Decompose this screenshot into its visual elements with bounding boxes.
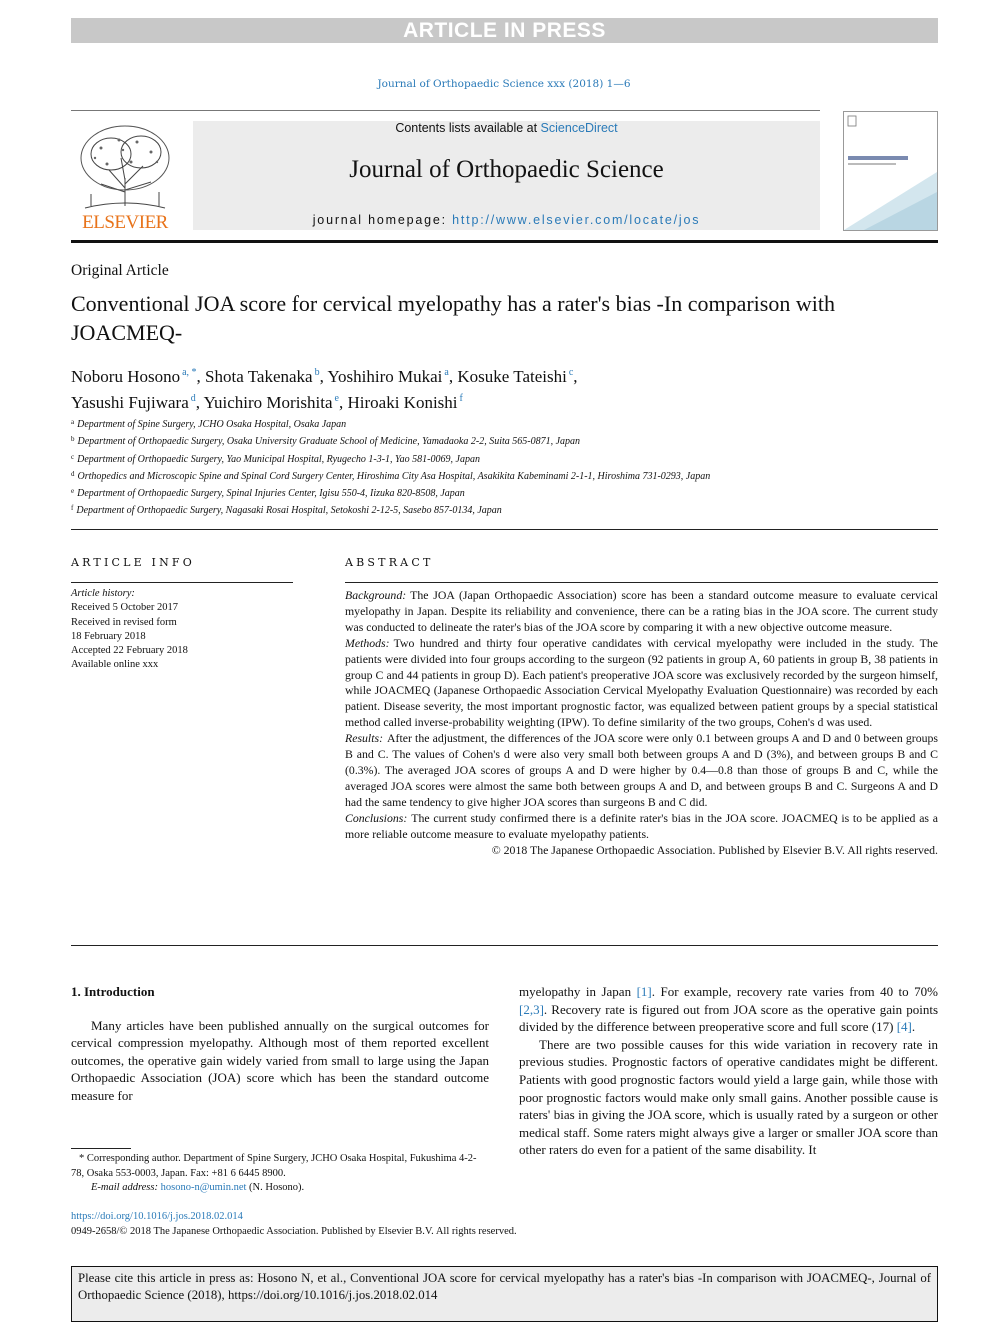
abstract-methods: Methods: Two hundred and thirty four operative candidates with cervical myelopathy were included in the study. The patients were divided into four groups according to the surgeon (92 patients in group A, 60 patients in group B, 38 patients in group C and 44 patients in group D). Each patient's preoperative JOA score was exclusively recorded by the surgeon himself, while JOACMEQ (Japanese Orthopaedic Association Cervical Myelopathy Evaluation Questionnaire) was recorded by each patient. Disease severity, the most important prognostic factor, was equalized between patient groups by a special statistical method called inverse-probability weighting (IPW). To define similarity of the two groups, Cohen's d was used. [345, 635, 938, 730]
corresponding-author-text: * Corresponding author. Department of Spine Surgery, JCHO Osaka Hospital, Fukushima 4-2-78, Osaka 553-0003, Japan. Fax: +81 6 6445 8900. [71, 1153, 477, 1179]
history-entry: 18 February 2018 [71, 630, 146, 642]
journal-cover-thumbnail[interactable] [843, 111, 938, 231]
body-column-left [71, 983, 489, 1105]
article-in-press-banner: ARTICLE IN PRESS [71, 18, 938, 43]
author[interactable]: Yuichiro Morishita $^e$, [203, 393, 348, 412]
author[interactable]: Yasushi Fujiwara $^d$, [71, 393, 204, 412]
journal-citation-link[interactable]: Journal of Orthopaedic Science xxx (2018) 1—6 [377, 78, 631, 90]
body-column-right [519, 983, 938, 1159]
history-entry: Received in revised form [71, 616, 177, 628]
sciencedirect-link[interactable]: ScienceDirect [540, 121, 618, 135]
header-thick-divider [71, 240, 938, 243]
introduction-heading: 1. Introduction [71, 984, 155, 999]
citation-link[interactable]: [4] [896, 1019, 912, 1035]
article-type: Original Article [71, 262, 169, 279]
affiliation: $^e$ Department of Orthopaedic Surgery, Spinal Injuries Center, Igisu 550-4, Iizuka 820-8508, Japan [71, 487, 465, 500]
author[interactable]: Shota Takenaka $^b$, [205, 367, 328, 386]
affiliation: $^a$ Department of Spine Surgery, JCHO Osaka Hospital, Osaka Japan [71, 418, 347, 430]
abstract-body [345, 588, 938, 858]
issn-copyright-line: 0949-2658/© 2018 The Japanese Orthopaedic Association. Published by Elsevier B.V. All rights reserved. [71, 1226, 517, 1237]
article-title: Conventional JOA score for cervical myelopathy has a rater's bias -In comparison with JOACMEQ- [71, 291, 835, 345]
affiliation-divider [71, 529, 938, 530]
journal-homepage-line: journal homepage: http://www.elsevier.com/locate/jos [312, 213, 701, 227]
abstract-end-divider [71, 945, 938, 946]
abstract-heading: ABSTRACT [345, 556, 434, 569]
affiliation-list [71, 415, 931, 519]
doi-link[interactable]: https://doi.org/10.1016/j.jos.2018.02.014 [71, 1211, 243, 1222]
author[interactable]: Yoshihiro Mukai $^a$, [327, 367, 458, 386]
history-entry: Available online xxx [71, 659, 159, 671]
affiliation: $^d$ Orthopedics and Microscopic Spine and Spinal Cord Surgery Center, Hiroshima City Asa Hospital, Asakikita Kabeminami 2-1-1, Hiroshima 731-0293, Japan [71, 469, 711, 482]
abstract-conclusions: Conclusions: The current study confirmed there is a definite rater's bias in the JOA score. JOACMEQ is to be applied as a more reliable outcome measure to evaluate myelopathy patients. [345, 810, 938, 841]
email-line: E-mail address: hosono-n@umin.net (N. Hosono). [91, 1182, 305, 1194]
affiliation: $^f$ Department of Orthopaedic Surgery, Nagasaki Rosai Hospital, Setokoshi 2-12-5, Sasebo 857-0134, Japan [71, 504, 502, 517]
footnote-divider [71, 1148, 131, 1149]
abstract-copyright: © 2018 The Japanese Orthopaedic Association. Published by Elsevier B.V. All rights reserved. [491, 842, 938, 857]
journal-cover-art-icon [844, 112, 937, 230]
citation-link[interactable]: [2,3] [519, 1001, 544, 1017]
journal-title: Journal of Orthopaedic Science [349, 156, 664, 183]
contents-available-line: Contents lists available at ScienceDirect [395, 121, 618, 135]
author-list [71, 362, 931, 414]
intro-paragraph: There are two possible causes for this wide variation in recovery rate in previous studies. Prognostic factors of operative candidates might be different. Patients with good prognostic factors would yield a large gain, while those with poor prognostic factors would make only small gains. Another possible cause is raters' bias in giving the JOA score, which is usually rated by a surgeon or other medical staff. Some raters might always give a larger or smaller JOA score than other raters do even for a patient of the same disability. It [519, 1036, 938, 1158]
citation-box: Please cite this article in press as: Hosono N, et al., Conventional JOA score for cervical myelopathy has a rater's bias -In comparison with JOACMEQ-, Journal of Orthopaedic Science (2018), https://doi.org/10.1016/j.jos.2018.02.014 [71, 1266, 938, 1322]
affiliation: $^b$ Department of Orthopaedic Surgery, Osaka University Graduate School of Medicine, Yamadaoka 2-2, Suita 565-0871, Japan [71, 435, 581, 448]
article-history [71, 587, 301, 673]
intro-paragraph: myelopathy in Japan [1]. For example, recovery rate varies from 40 to 70% [2,3]. Recovery rate is figured out from JOA score as the operative gain points divided by the difference between preoperative score and full score (17) [4]. [519, 984, 938, 1035]
citation-link[interactable]: [1] [636, 984, 652, 999]
header-divider [71, 110, 820, 111]
corresponding-author-footnote [71, 1152, 489, 1196]
email-link[interactable]: hosono-n@umin.net [160, 1182, 247, 1194]
author[interactable]: Kosuke Tateishi $^c$, [457, 367, 578, 386]
author[interactable]: Hiroaki Konishi $^f$ [347, 393, 463, 412]
article-info-divider [71, 582, 293, 583]
author[interactable]: Noboru Hosono $^{a, *}$, [71, 367, 206, 386]
abstract-results: Results: After the adjustment, the differences of the JOA score were only 0.1 between groups A and D and 0 between groups B and C. The values of Cohen's d were also very small both between groups A and D (3%), and between groups B and C (0.3%). The averaged JOA scores of groups A and D were higher by 0.4—0.8 than those of groups B and C, while the averaged JOA scores were almost the same both between groups A and D, and between groups B and C. Surgeons A and D had the same tendency to give higher JOA scores than surgeons B and C did. [345, 731, 938, 809]
abstract-divider [345, 582, 938, 583]
history-entry: Accepted 22 February 2018 [71, 645, 188, 657]
intro-paragraph: Many articles have been published annually on the surgical outcomes for cervical compression myelopathy. Although most of them reported excellent outcomes, the operative gain widely varied from small to large using the Japan Orthopaedic Association (JOA) score which has been the standard outcome measure for [71, 1017, 489, 1103]
affiliation: $^c$ Department of Orthopaedic Surgery, Yao Municipal Hospital, Ryugecho 1-3-1, Yao 581-0069, Japan [71, 452, 480, 465]
history-entry: Received 5 October 2017 [71, 602, 179, 614]
journal-homepage-link[interactable]: http://www.elsevier.com/locate/jos [452, 213, 701, 227]
history-title: Article history: [71, 588, 135, 599]
article-info-heading: ARTICLE INFO [71, 556, 195, 569]
abstract-background: Background: The JOA (Japan Orthopaedic Association) score has been a standard outcome measure to evaluate cervical myelopathy in Japan. Despite its reliability and convenience, there can be a rating bias in the JOA score. The current study was conducted to delineate the rater's bias of the JOA score by comparing it with a new objective outcome measure. [345, 588, 938, 634]
elsevier-wordmark: ELSEVIER [82, 212, 168, 233]
